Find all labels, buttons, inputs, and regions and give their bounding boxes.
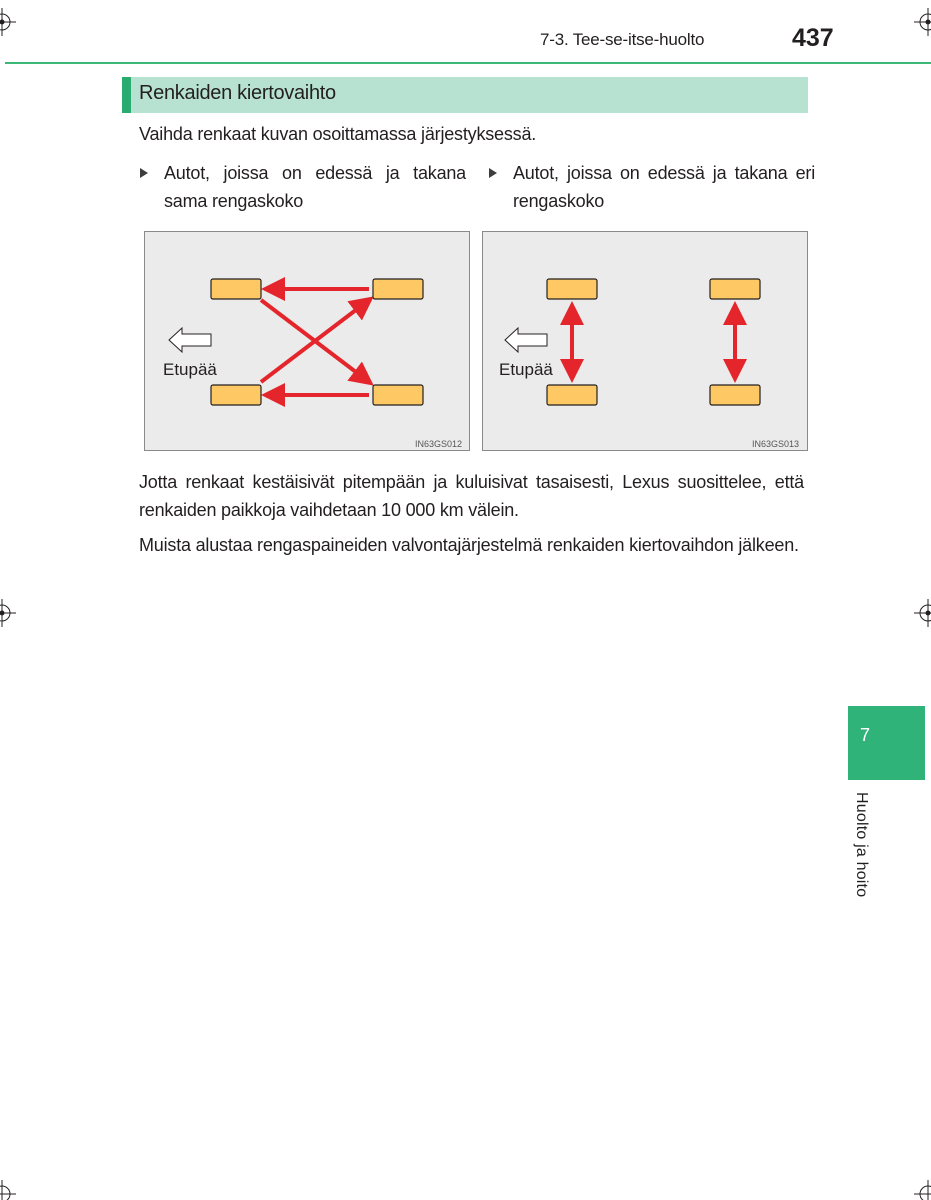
intro-text: Vaihda renkaat kuvan osoittamassa järjestyksessä. — [139, 124, 537, 144]
chapter-tab — [848, 706, 925, 780]
recommendation-paragraph: Jotta renkaat kestäisivät pitempään ja kuluisivat tasaisesti, Lexus suosittelee, että renkaiden paikkoja vaihdetaan 10 000 km välein. — [139, 472, 804, 520]
registration-mark-icon — [0, 8, 16, 36]
front-label: Etupää — [499, 360, 553, 379]
bullet-triangle-icon — [140, 168, 148, 178]
registration-mark-icon — [0, 599, 16, 627]
figure-code: IN63GS013 — [752, 439, 800, 449]
chapter-number: 7 — [860, 725, 871, 745]
tire-front-right — [211, 385, 261, 405]
tpms-reset-paragraph: Muista alustaa rengaspaineiden valvontajärjestelmä renkaiden kiertovaihdon jälkeen. — [139, 535, 799, 555]
tire-rear-right — [373, 385, 423, 405]
tire-rear-right — [710, 385, 760, 405]
section-heading — [122, 77, 808, 113]
bullet-text: Autot, joissa on edessä ja takana sama rengaskoko — [164, 163, 466, 211]
registration-mark-icon — [914, 1180, 931, 1200]
registration-mark-icon — [914, 8, 931, 36]
bullet-triangle-icon — [489, 168, 497, 178]
section-title: Renkaiden kiertovaihto — [139, 82, 336, 104]
tire-rear-left — [710, 279, 760, 299]
page-number: 437 — [792, 24, 834, 52]
registration-mark-icon — [0, 1180, 16, 1200]
tire-front-left — [211, 279, 261, 299]
tire-front-left — [547, 279, 597, 299]
tire-rear-left — [373, 279, 423, 299]
registration-mark-icon — [914, 599, 931, 627]
header-section-title: 7-3. Tee-se-itse-huolto — [540, 30, 705, 49]
front-label: Etupää — [163, 360, 217, 379]
front-direction-arrow-icon — [505, 328, 547, 352]
front-direction-arrow-icon — [169, 328, 211, 352]
rotation-diagram-same-size — [144, 231, 470, 451]
rotation-diagram-different-size-graphic — [483, 232, 809, 452]
rotation-diagram-same-size-graphic — [145, 232, 471, 452]
header-rule — [5, 62, 931, 64]
tire-front-right — [547, 385, 597, 405]
chapter-label: Huolto ja hoito — [853, 792, 870, 898]
figure-code: IN63GS012 — [415, 439, 463, 449]
bullet-text: Autot, joissa on edessä ja takana eri rengaskoko — [513, 163, 815, 211]
rotation-diagram-different-size — [482, 231, 808, 451]
